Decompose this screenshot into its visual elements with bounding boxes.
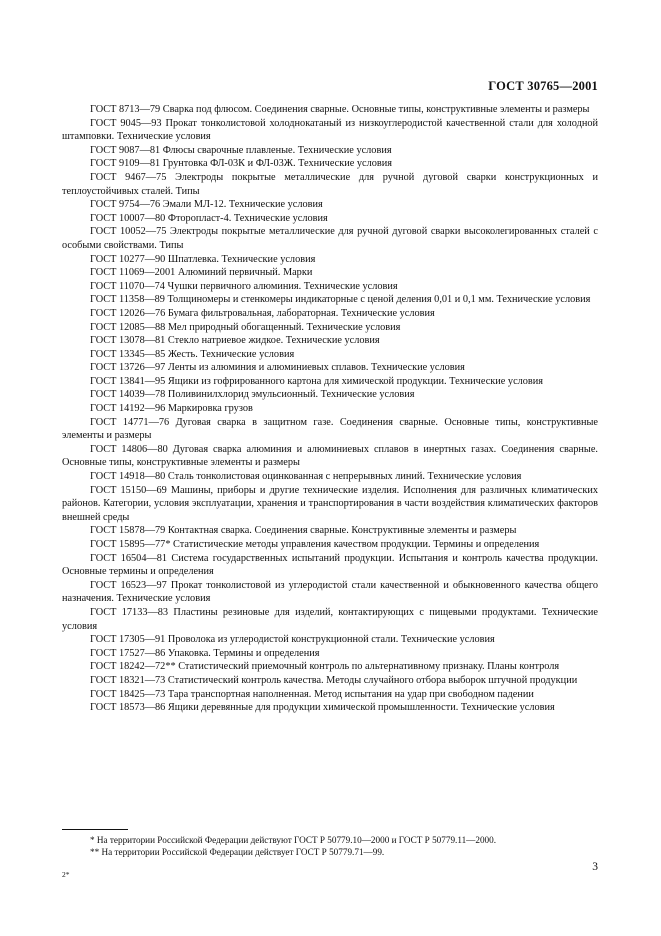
- reference-item: ГОСТ 15895—77* Статистические методы управления качеством продукции. Термины и определения: [90, 539, 540, 550]
- reference-item: ГОСТ 14192—96 Маркировка грузов: [90, 403, 253, 415]
- footnote-divider: [62, 829, 128, 830]
- reference-item: ГОСТ 11070—74 Чушки первичного алюминия. Технические условия: [90, 280, 398, 292]
- reference-item: ГОСТ 15150—69 Машины, приборы и другие технические изделия. Исполнения для различных климатических районов. Категории, условия эксплуатации, хранения и транспортирования в части воздействия климатических факторов внешней среды: [62, 484, 598, 523]
- footnotes: [62, 834, 598, 858]
- reference-item: ГОСТ 18242—72** Статистический приемочный контроль по альтернативному признаку. Планы контроля: [90, 661, 560, 673]
- reference-item: ГОСТ 11069—2001 Алюминий первичный. Марки: [90, 267, 313, 279]
- reference-item: ГОСТ 10052—75 Электроды покрытые металлические для ручной дуговой сварки высоколегированных сталей с особыми свойствами. Типы: [62, 226, 598, 251]
- reference-item: ГОСТ 15878—79 Контактная сварка. Соединения сварные. Конструктивные элементы и размеры: [90, 525, 517, 537]
- reference-item: ГОСТ 16504—81 Система государственных испытаний продукции. Испытания и контроль качества продукции. Основные термины и определения: [62, 552, 598, 578]
- document-header: ГОСТ 30765—2001: [488, 79, 598, 93]
- reference-item: ГОСТ 14771—76 Дуговая сварка в защитном газе. Соединения сварные. Основные типы, конструктивные элементы и размеры: [62, 416, 598, 442]
- footnote-2: ** На территории Российской Федерации действует ГОСТ Р 50779.71—99.: [90, 847, 385, 857]
- reference-item: ГОСТ 9754—76 Эмали МЛ-12. Технические условия: [90, 199, 323, 211]
- reference-item: ГОСТ 13078—81 Стекло натриевое жидкое. Технические условия: [90, 335, 380, 347]
- signature-mark: 2*: [62, 870, 70, 879]
- reference-item: ГОСТ 18321—73 Статистический контроль качества. Методы случайного отбора выборок штучной продукции: [90, 674, 578, 686]
- reference-item: ГОСТ 17527—86 Упаковка. Термины и определения: [90, 647, 320, 659]
- reference-item: ГОСТ 13345—85 Жесть. Технические условия: [90, 348, 295, 360]
- footnote-1: * На территории Российской Федерации действуют ГОСТ Р 50779.10—2000 и ГОСТ Р 50779.11—2000.: [90, 835, 497, 845]
- page-number: 3: [592, 861, 598, 873]
- reference-item: ГОСТ 14039—78 Поливинилхлорид эмульсионный. Технические условия: [90, 389, 415, 401]
- reference-item: ГОСТ 13726—97 Ленты из алюминия и алюминиевых сплавов. Технические условия: [90, 362, 465, 374]
- reference-item: ГОСТ 18425—73 Тара транспортная наполненная. Метод испытания на удар при свободном падении: [90, 688, 534, 700]
- reference-item: ГОСТ 9087—81 Флюсы сварочные плавленые. Технические условия: [90, 144, 392, 156]
- reference-item: ГОСТ 16523—97 Прокат тонколистовой из углеродистой стали качественной и обыкновенного качества общего назначения. Технические условия: [62, 579, 598, 605]
- reference-item: ГОСТ 11358—89 Толщиномеры и стенкомеры индикаторные с ценой деления 0,01 и 0,1 мм. Технические условия: [90, 294, 591, 306]
- reference-item: ГОСТ 18573—86 Ящики деревянные для продукции химической промышленности. Технические условия: [90, 702, 555, 714]
- reference-item: ГОСТ 13841—95 Ящики из гофрированного картона для химической продукции. Технические условия: [90, 375, 544, 387]
- reference-item: ГОСТ 17133—83 Пластины резиновые для изделий, контактирующих с пищевыми продуктами. Технические условия: [62, 606, 598, 632]
- reference-item: ГОСТ 9045—93 Прокат тонколистовой холоднокатаный из низкоуглеродистой качественной стали для холодной штамповки. Технические условия: [62, 117, 598, 143]
- reference-item: ГОСТ 9109—81 Грунтовка ФЛ-03К и ФЛ-03Ж. Технические условия: [90, 158, 392, 170]
- reference-item: ГОСТ 12026—76 Бумага фильтровальная, лабораторная. Технические условия: [90, 307, 435, 319]
- reference-item: ГОСТ 14918—80 Сталь тонколистовая оцинкованная с непрерывных линий. Технические условия: [90, 471, 522, 483]
- reference-item: ГОСТ 10007—80 Фторопласт-4. Технические условия: [90, 212, 328, 224]
- reference-item: ГОСТ 8713—79 Сварка под флюсом. Соединения сварные. Основные типы, конструктивные элементы и размеры: [90, 104, 590, 115]
- references-list: [62, 103, 598, 715]
- reference-item: ГОСТ 12085—88 Мел природный обогащенный. Технические условия: [90, 321, 401, 333]
- reference-item: ГОСТ 9467—75 Электроды покрытые металлические для ручной дуговой сварки конструкционных и теплоустойчивых сталей. Типы: [62, 171, 598, 197]
- reference-item: ГОСТ 17305—91 Проволока из углеродистой конструкционной стали. Технические условия: [90, 634, 495, 646]
- reference-item: ГОСТ 10277—90 Шпатлевка. Технические условия: [90, 253, 316, 265]
- reference-item: ГОСТ 14806—80 Дуговая сварка алюминия и алюминиевых сплавов в инертных газах. Соединения сварные. Основные типы, конструктивные элементы и размеры: [62, 443, 598, 469]
